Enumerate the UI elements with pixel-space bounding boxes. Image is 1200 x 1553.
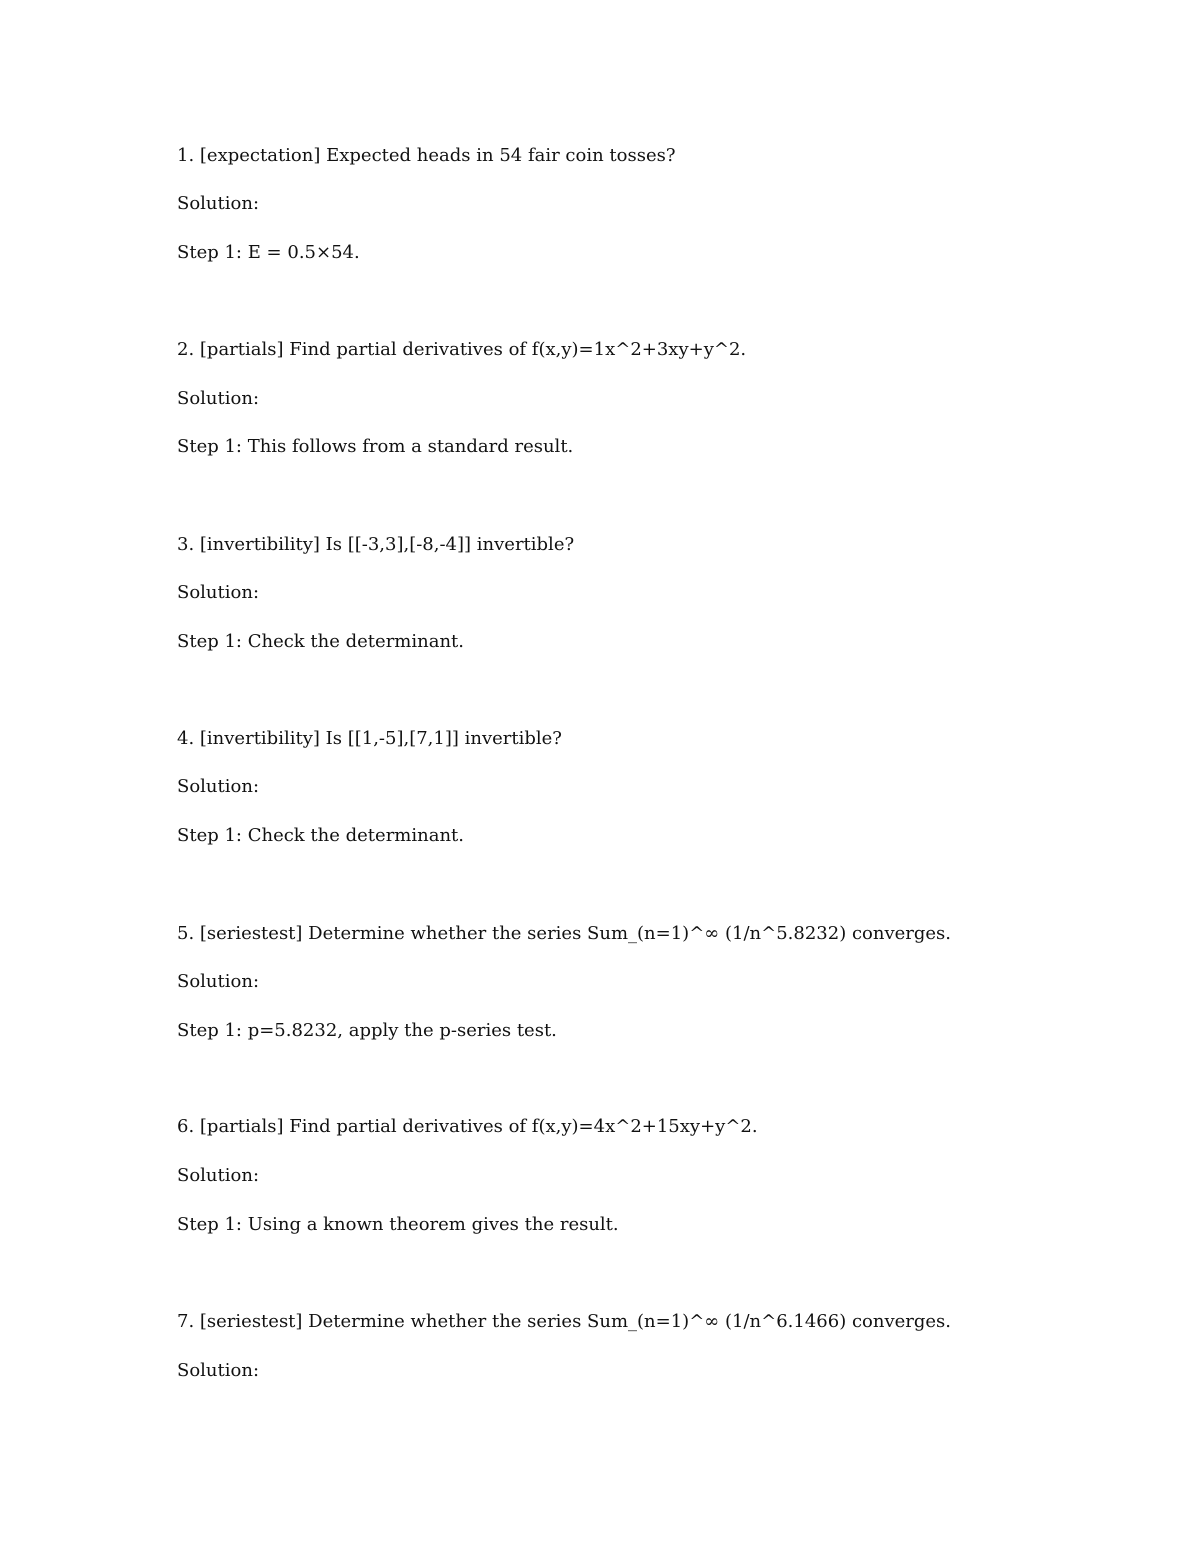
problem-3-question: 3. [invertibility] Is [[-3,3],[-8,-4]] invertible? [177,534,575,555]
problem-4-question: 4. [invertibility] Is [[1,-5],[7,1]] invertible? [177,728,562,749]
problem-4-solution-label: Solution: [177,776,260,797]
problem-2-solution-label: Solution: [177,388,260,409]
problem-2-question: 2. [partials] Find partial derivatives of f(x,y)=1x^2+3xy+y^2. [177,339,747,360]
problem-1-question: 1. [expectation] Expected heads in 54 fair coin tosses? [177,145,676,166]
problem-6-solution-label: Solution: [177,1165,260,1186]
problem-5-solution-label: Solution: [177,971,260,992]
problem-7-solution-label: Solution: [177,1360,260,1381]
problem-5-step-1: Step 1: p=5.8232, apply the p-series test. [177,1020,557,1041]
problem-6-question: 6. [partials] Find partial derivatives of f(x,y)=4x^2+15xy+y^2. [177,1116,758,1137]
problem-4-step-1: Step 1: Check the determinant. [177,825,464,846]
problem-3-step-1: Step 1: Check the determinant. [177,631,464,652]
problem-1-solution-label: Solution: [177,193,260,214]
problem-6-step-1: Step 1: Using a known theorem gives the result. [177,1214,619,1235]
problem-2-step-1: Step 1: This follows from a standard result. [177,436,574,457]
problem-3-solution-label: Solution: [177,582,260,603]
problem-7-question: 7. [seriestest] Determine whether the series Sum_(n=1)^∞ (1/n^6.1466) converges. [177,1311,952,1332]
problem-5-question: 5. [seriestest] Determine whether the series Sum_(n=1)^∞ (1/n^5.8232) converges. [177,923,952,944]
problem-1-step-1: Step 1: E = 0.5×54. [177,242,360,263]
